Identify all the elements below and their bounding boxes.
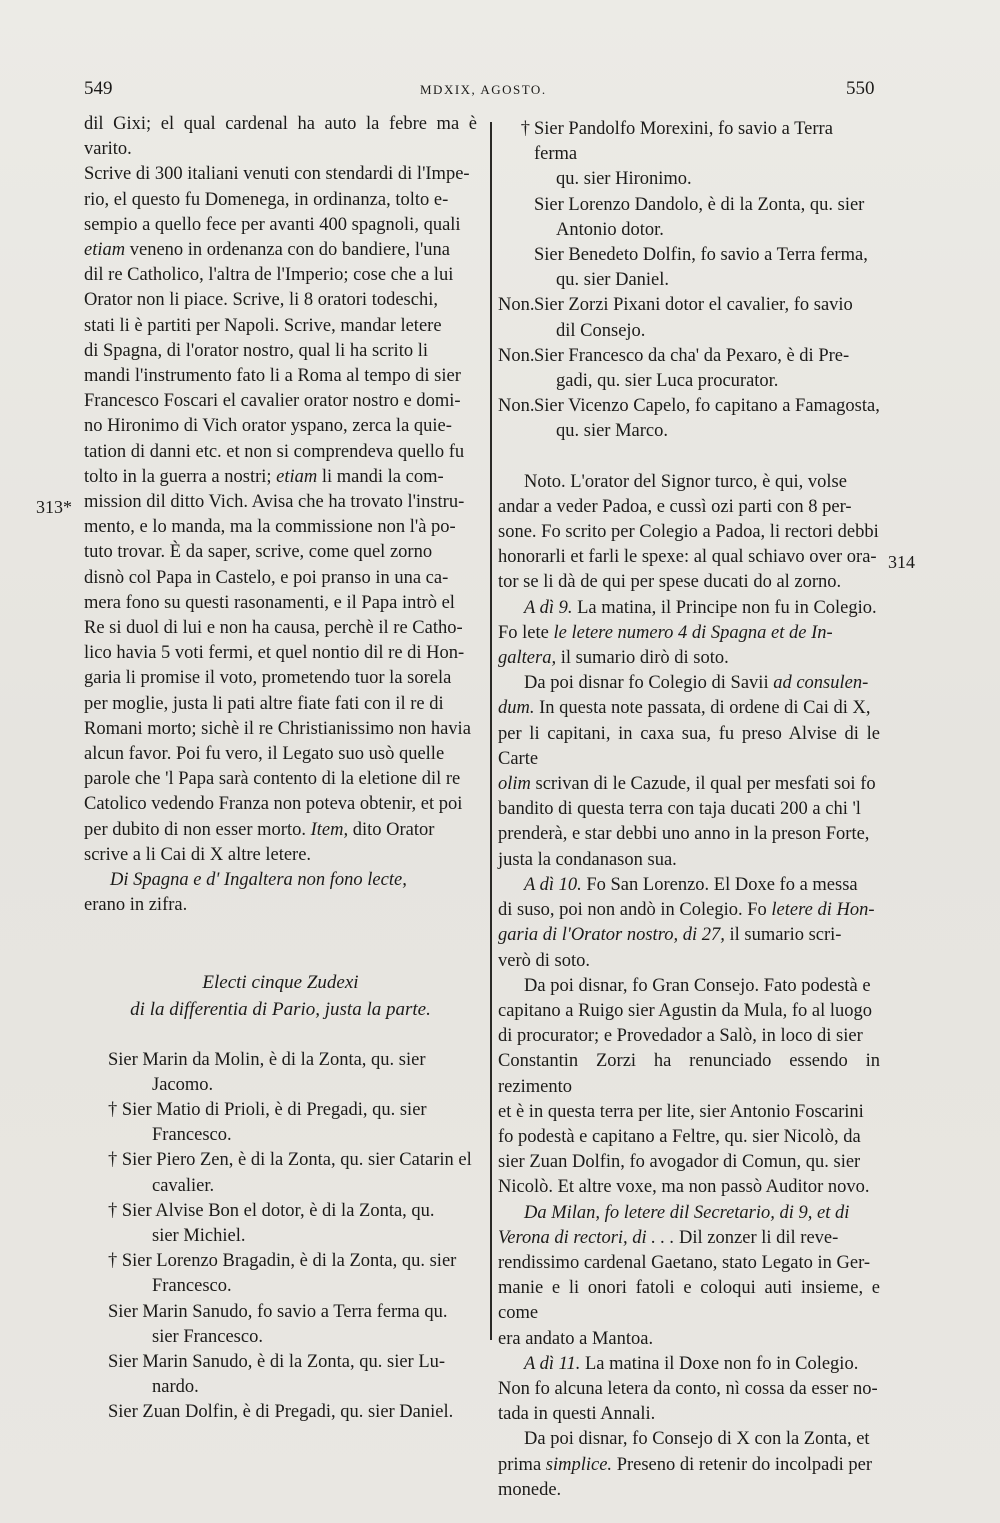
section-heading: Electi cinque Zudexi di la differentia di Pario, justa la parte. xyxy=(130,971,431,1020)
margin-note-left: 313* xyxy=(36,497,72,517)
right-column xyxy=(498,117,880,1503)
paragraph: A dì 9. La matina, il Principe non fu in Colegio. Fo lete le letere numero 4 di Spagna et de In- galtera, il sumario dirò di soto. xyxy=(498,597,877,669)
list-item: Sier Zuan Dolfin, è di Pregadi, qu. sier Daniel. xyxy=(108,1402,454,1423)
dagger-mark: † xyxy=(108,1099,118,1120)
list-item: † Sier Alvise Bon el dotor, è di la Zonta, qu. sier Michiel. xyxy=(108,1200,435,1246)
list-item: † Sier Matio di Prioli, è di Pregadi, qu. sier Francesco. xyxy=(108,1099,427,1146)
column-divider xyxy=(490,122,492,1340)
vote-mark: Non. xyxy=(498,345,535,366)
list-item: Non.Sier Francesco da cha' da Pexaro, è di Pre- gadi, qu. sier Luca procurator. xyxy=(498,345,850,392)
running-title: MDXIX, AGOSTO. xyxy=(420,82,547,97)
list-item: Non.Sier Vicenzo Capelo, fo capitano a Famagosta, qu. sier Marco. xyxy=(498,396,880,442)
list-item: † Sier Piero Zen, è di la Zonta, qu. sier Catarin el cavalier. xyxy=(108,1150,472,1196)
paragraph: Di Spagna e d' Ingaltera non fono lecte, erano in zifra. xyxy=(84,870,407,916)
margin-note-right: 314 xyxy=(888,552,915,572)
vote-mark: Non. xyxy=(498,396,535,417)
paragraph: dil Gixi; el qual cardenal ha auto la febre ma è varito. Scrive di 300 italiani venuti con stendardi di l'Impe- rio, el questo fu Domenega, in ordinanza, tolto e- sempio a quello fece per avanti 400 spagnoli, quali etiam veneno in ordenanza con do bandiere, l'una dil re Catholico, l'altra de l'Imperio; cose che a lui Orator non li piace. Scrive, li 8 oratori todeschi, stati li è partiti per Napoli. Scrive, mandar letere di Spagna, di l'orator nostro, qual li ha scrito li mandi l'instrumento fato li a Roma al tempo di sier Francesco Foscari el cavalier orator nostro e domi- no Hironimo di Vich orator yspano, zerca la quie- tation di danni etc. et non si comprendeva quello fu tolto in la guerra a nostri; etiam li mandi la com- mission dil ditto Vich. Avisa che ha trovato l'instru- mento, e lo manda, ma la commissione non l'à po- tuto trovar. È da saper, scrive, come quel zorno disnò col Papa in Castelo, e poi pranso in una ca- mera fono su questi rasonamenti, e il Papa intrò el Re si duol di lui e non ha causa, perchè il re Catho- lico havia 5 voti fermi, et quel nontio dil re di Hon- garia li promise il voto, prometendo tuor la sorela per moglie, justa li pati altre fiate fati con il re di Romani morto; sichè il re Christianissimo non havia alcun favor. Poi fu vero, il Legato suo usò quelle parole che 'l Papa sarà contento di la eletione dil re Catolico vedendo Franza non poteva obtenir, et poi per dubito di non esser morto. Item, dito Orator scrive a li Cai di X altre letere. xyxy=(84,114,477,865)
list-item: Sier Marin Sanudo, fo savio a Terra ferma qu. sier Francesco. xyxy=(108,1301,448,1347)
list-item: Sier Marin Sanudo, è di la Zonta, qu. sier Lu- nardo. xyxy=(108,1351,446,1398)
left-column xyxy=(84,112,477,1426)
paragraph: A dì 10. Fo San Lorenzo. El Doxe fo a messa di suso, poi non andò in Colegio. Fo letere di Hon- garia di l'Orator nostro, di 27, il sumario scri- verò di soto. xyxy=(498,874,875,971)
paragraph: Da poi disnar, fo Consejo di X con la Zonta, et prima simplice. Preseno di retenir do incolpadi per monede. xyxy=(498,1429,873,1500)
paragraph: A dì 11. La matina il Doxe non fo in Colegio. Non fo alcuna letera da conto, nì cossa da esser no- tada in questi Annali. xyxy=(498,1353,878,1425)
dagger-mark: † xyxy=(520,119,530,139)
list-item: Sier Marin da Molin, è di la Zonta, qu. sier Jacomo. xyxy=(108,1049,426,1095)
vote-mark: Non. xyxy=(498,295,535,316)
paragraph: Da poi disnar fo Colegio di Savii ad consulen- dum. In questa note passata, di ordene di Cai di X, per li capitani, in caxa sua, fu preso Alvise di le Carte olim scrivan di le Cazude, il qual per mesfati soi fo bandito di questa terra con taja ducati 200 a chi 'l prenderà, e star debbi uno anno in la preson Forte, justa la condanason sua. xyxy=(498,673,880,870)
paragraph: Noto. L'orator del Signor turco, è qui, volse andar a veder Padoa, e cussì ozi parti con 8 per- sone. Fo scrito per Colegio a Padoa, li rectori debbi honorarli et farli le spexe: al qual schiavo over ora- tor se li dà de qui per spese ducati do al zorno. xyxy=(498,471,879,593)
paragraph: Da poi disnar, fo Gran Consejo. Fato podestà e capitano a Ruigo sier Agustin da Mula, fo al luogo di procurator; e Provedador a Salò, in loco di sier Constantin Zorzi ha renunciado essendo in rezimento et è in questa terra per lite, sier Antonio Foscarini fo podestà e capitano a Feltre, qu. sier Nicolò, da sier Zuan Dolfin, fo avogador di Comun, qu. sier Nicolò. Et altre voxe, ma non passò Auditor novo. xyxy=(498,975,880,1198)
elected-list xyxy=(84,1048,477,1426)
dagger-mark: † xyxy=(108,1251,118,1272)
page-header xyxy=(0,78,1000,108)
page-number-left: 549 xyxy=(84,78,113,99)
list-item: Non.Sier Zorzi Pixani dotor el cavalier, fo savio dil Consejo. xyxy=(498,295,853,341)
list-item: † Sier Pandolfo Morexini, fo savio a Terra ferma qu. sier Hironimo. xyxy=(498,117,880,193)
list-item: Sier Lorenzo Dandolo, è di la Zonta, qu. sier Antonio dotor. xyxy=(534,194,865,240)
list-item: Sier Benedeto Dolfin, fo savio a Terra ferma, qu. sier Daniel. xyxy=(534,245,868,291)
elected-list-continued xyxy=(498,117,880,445)
dagger-mark: † xyxy=(108,1200,118,1221)
list-item: † Sier Lorenzo Bragadin, è di la Zonta, qu. sier Francesco. xyxy=(108,1251,457,1297)
paragraph: Da Milan, fo letere dil Secretario, di 9, et di Verona di rectori, di . . . Dil zonzer li dil reve- rendissimo cardenal Gaetano, stato Legato in Ger- manie e li onori fatoli e coloqui auti insieme, e come era andato a Mantoa. xyxy=(498,1202,880,1349)
dagger-mark: † xyxy=(108,1150,118,1171)
page-number-right: 550 xyxy=(846,78,875,99)
